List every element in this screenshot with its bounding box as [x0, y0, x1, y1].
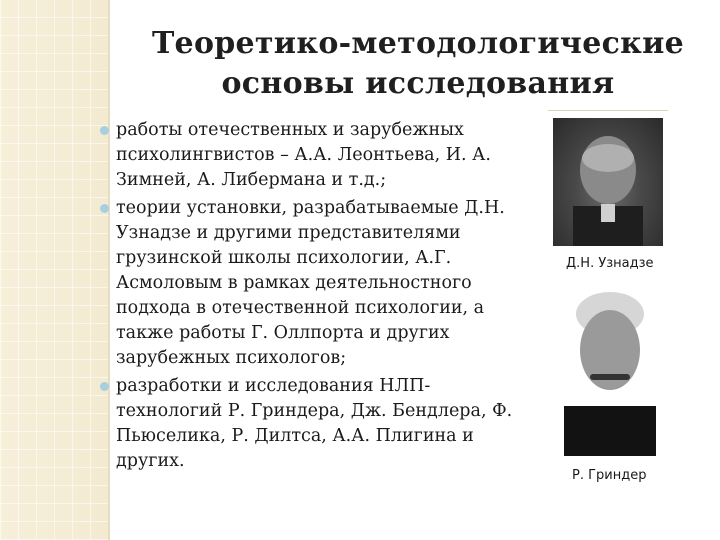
photo-caption-uznadze: Д.Н. Узнадзе	[566, 256, 654, 271]
title-line-2: основы исследования	[221, 66, 615, 101]
photo-caption-grinder: Р. Гриндер	[572, 468, 647, 483]
bullet-dot-icon	[100, 382, 109, 391]
bullet-dot-icon	[100, 126, 109, 135]
bullet-text: разработки и исследования НЛП-технологий Р. Гриндера, Дж. Бендлера, Ф. Пьюселика, Р. Дилтса, А.А. Плигина и других.	[116, 376, 513, 471]
bullet-dot-icon	[100, 204, 109, 213]
title-line-1: Теоретико-методологические	[151, 26, 685, 61]
bullet-text: теории установки, разрабатываемые Д.Н. Узнадзе и другими представителями грузинской школы психологии, А.Г. Асмоловым в рамках деятельностного подхода в отечественной психологии, а также работы Г. Оллпорта и других зарубежных психологов;	[116, 198, 505, 368]
portrait-photo-uznadze	[553, 118, 663, 246]
title-underline	[548, 110, 668, 111]
slide-title	[118, 24, 718, 104]
bullet-list	[100, 118, 535, 477]
bullet-item	[100, 374, 535, 474]
bullet-item	[100, 196, 535, 371]
bullet-item	[100, 118, 535, 193]
decorative-grid	[0, 0, 108, 540]
portrait-icon	[556, 278, 664, 456]
portrait-icon	[553, 118, 663, 246]
bullet-text: работы отечественных и зарубежных психолингвистов – А.А. Леонтьева, И. А. Зимней, А. Либермана и т.д.;	[116, 120, 491, 190]
portrait-photo-grinder	[556, 278, 664, 456]
